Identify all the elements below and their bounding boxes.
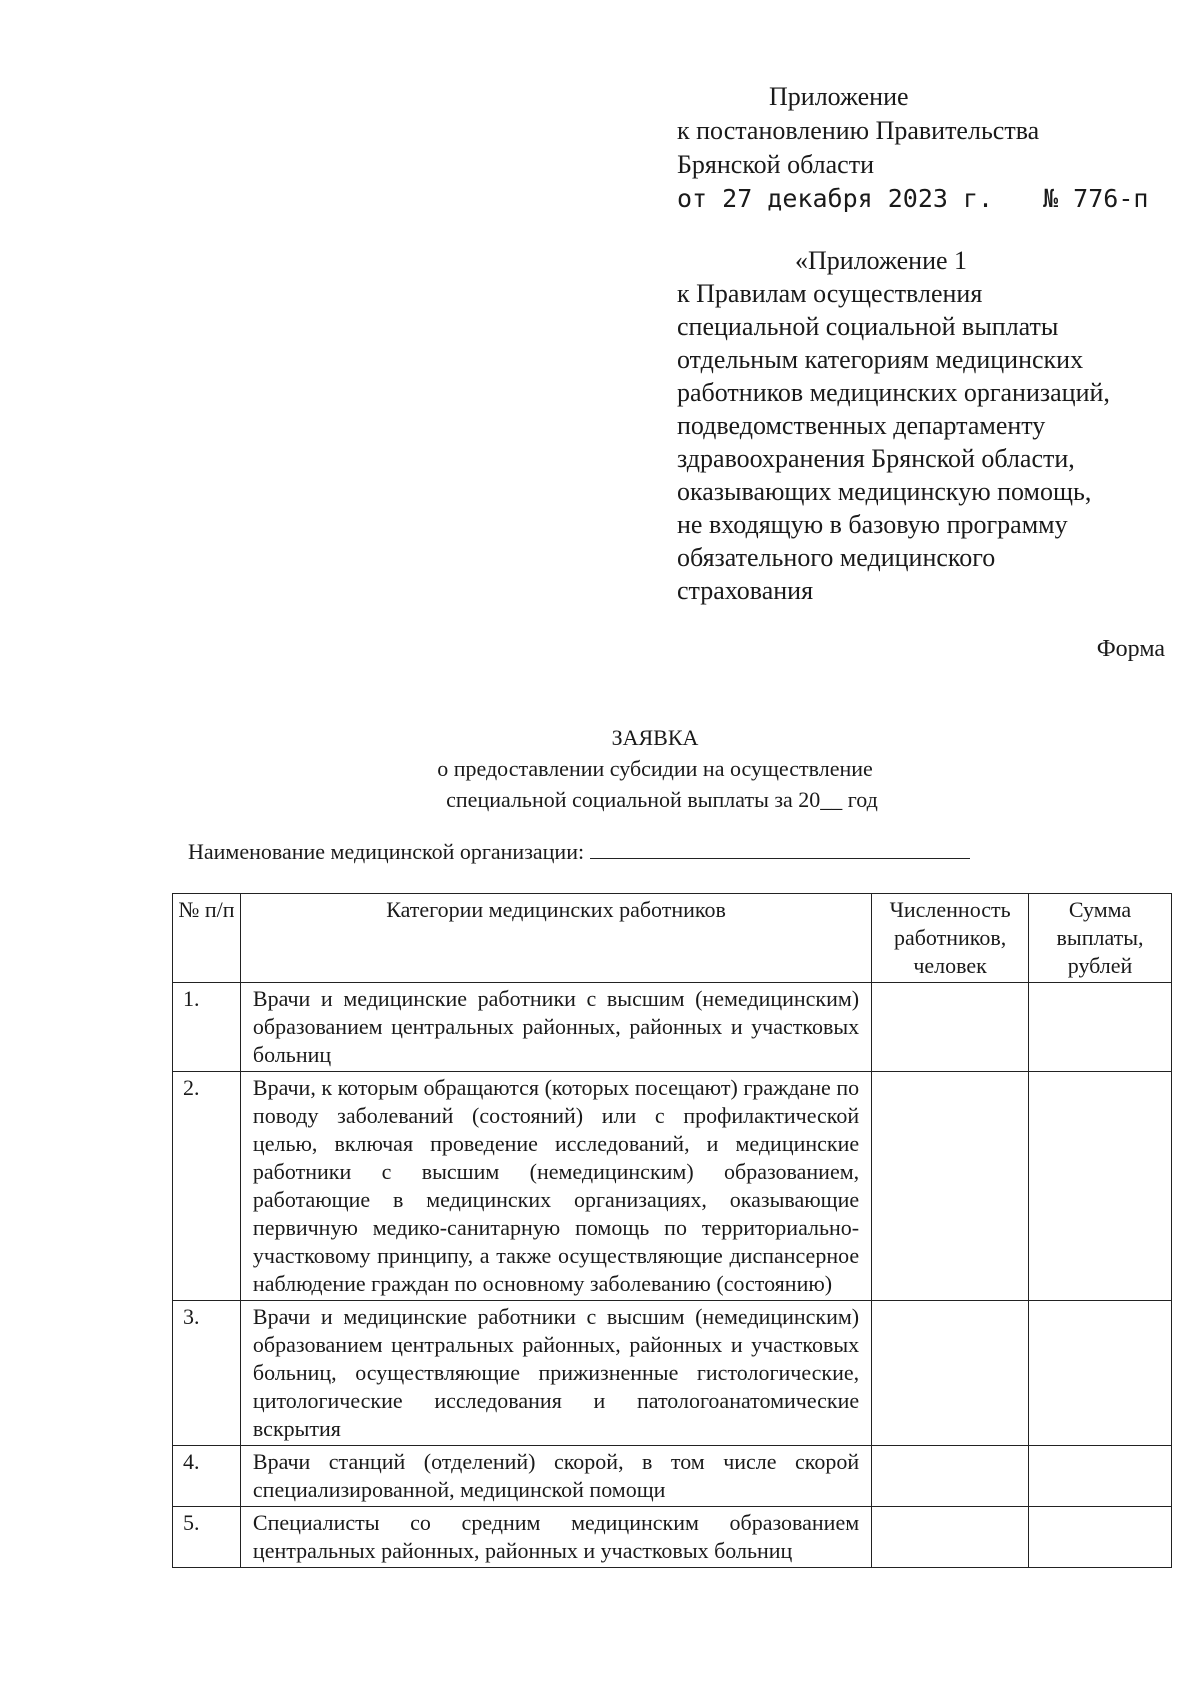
table-row xyxy=(173,1072,1172,1301)
row-count-cell xyxy=(872,1301,1029,1446)
table-header-row xyxy=(173,894,1172,983)
appendix-line: работников медицинских организаций, xyxy=(677,378,1110,407)
row-number: 2. xyxy=(173,1072,241,1301)
row-count-cell xyxy=(872,983,1029,1072)
organization-name-field xyxy=(188,838,970,865)
appendix-line: к Правилам осуществления xyxy=(677,279,983,308)
row-amount-cell xyxy=(1029,1072,1172,1301)
appendix-line: обязательного медицинского xyxy=(677,543,996,572)
appendix-line: оказывающих медицинскую помощь, xyxy=(677,477,1092,506)
approval-line: Брянской области xyxy=(677,150,874,179)
row-category: Специалисты со средним медицинским образованием центральных районных, районных и участковых больниц xyxy=(240,1507,871,1568)
row-amount-cell xyxy=(1029,983,1172,1072)
appendix-block xyxy=(677,244,1177,607)
row-category: Врачи станций (отделений) скорой, в том числе скорой специализированной, медицинской помощи xyxy=(240,1446,871,1507)
table-row xyxy=(173,1301,1172,1446)
organization-blank-line xyxy=(590,838,970,859)
appendix-line: страхования xyxy=(677,576,814,605)
header-category: Категории медицинских работников xyxy=(240,894,871,983)
table-row xyxy=(173,983,1172,1072)
heading-line: о предоставлении субсидии на осуществление xyxy=(437,756,873,781)
appendix-line: не входящую в базовую программу xyxy=(677,510,1068,539)
row-number: 4. xyxy=(173,1446,241,1507)
appendix-line: специальной социальной выплаты xyxy=(677,312,1059,341)
appendix-line: отдельным категориям медицинских xyxy=(677,345,1084,374)
header-number: № п/п xyxy=(173,894,241,983)
approval-block xyxy=(677,80,1157,216)
approval-line: к постановлению Правительства xyxy=(677,116,1040,145)
appendix-line: подведомственных департаменту xyxy=(677,411,1046,440)
row-count-cell xyxy=(872,1507,1029,1568)
row-amount-cell xyxy=(1029,1446,1172,1507)
form-label: Форма xyxy=(1096,636,1165,662)
approval-title: Приложение xyxy=(769,82,909,111)
row-category: Врачи, к которым обращаются (которых посещают) граждане по поводу заболеваний (состояний) или с профилактической целью, включая проведение исследований, и медицинские работники с высшим (немедицинским) образованием, работающие в медицинских организациях, оказывающие первичную медико-санитарную помощь по территориально-участковому принципу, а также осуществляющие диспансерное наблюдение граждан по основному заболеванию (состоянию) xyxy=(240,1072,871,1301)
heading-title: ЗАЯВКА xyxy=(611,725,699,750)
row-number: 1. xyxy=(173,983,241,1072)
header-count: Численность работников, человек xyxy=(872,894,1029,983)
table-row xyxy=(173,1446,1172,1507)
row-category: Врачи и медицинские работники с высшим (немедицинским) образованием центральных районных, районных и участковых больниц, осуществляющие прижизненные гистологические, цитологические исследования и патологоанатомические вскрытия xyxy=(240,1301,871,1446)
approval-date: от 27 декабря 2023 г. xyxy=(677,184,994,213)
row-count-cell xyxy=(872,1072,1029,1301)
approval-date-line xyxy=(677,182,1157,216)
row-number: 5. xyxy=(173,1507,241,1568)
approval-number: № 776-п xyxy=(1043,184,1149,213)
application-table xyxy=(172,893,1172,1568)
heading-line: специальной социальной выплаты за 20__ год xyxy=(446,787,878,812)
appendix-title: «Приложение 1 xyxy=(795,246,968,275)
row-amount-cell xyxy=(1029,1507,1172,1568)
row-count-cell xyxy=(872,1446,1029,1507)
row-category: Врачи и медицинские работники с высшим (немедицинским) образованием центральных районных, районных и участковых больниц xyxy=(240,983,871,1072)
row-amount-cell xyxy=(1029,1301,1172,1446)
document-heading xyxy=(0,722,1200,815)
appendix-line: здравоохранения Брянской области, xyxy=(677,444,1075,473)
organization-label: Наименование медицинской организации: xyxy=(188,839,585,864)
header-amount: Сумма выплаты, рублей xyxy=(1029,894,1172,983)
table-row xyxy=(173,1507,1172,1568)
row-number: 3. xyxy=(173,1301,241,1446)
